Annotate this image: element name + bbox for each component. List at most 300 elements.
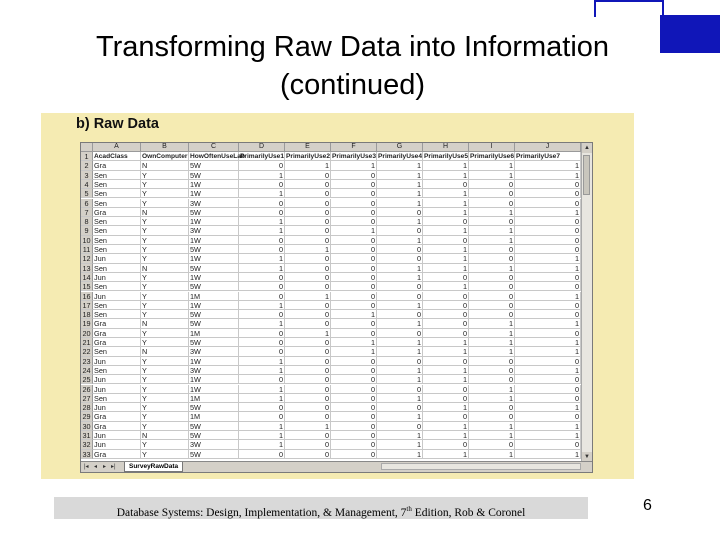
table-cell[interactable]: 0 (285, 357, 331, 366)
row-number[interactable]: 13 (81, 264, 93, 273)
table-cell[interactable]: Jun (93, 357, 141, 366)
table-cell[interactable]: 5W (189, 282, 239, 291)
header-cell[interactable]: OwnComputer (142, 153, 188, 160)
table-cell[interactable]: 1 (239, 171, 285, 180)
table-cell[interactable]: 1 (377, 412, 423, 421)
table-cell[interactable]: 1 (239, 217, 285, 226)
table-cell[interactable]: 1 (377, 319, 423, 328)
table-cell[interactable]: 1 (515, 319, 581, 328)
row-number[interactable]: 31 (81, 431, 93, 440)
table-cell[interactable]: 1 (285, 329, 331, 338)
table-cell[interactable]: 1W (189, 254, 239, 263)
sheet-tab-surveyrawdata[interactable]: SurveyRawData (124, 462, 183, 472)
row-number[interactable]: 26 (81, 385, 93, 394)
table-cell[interactable]: Sen (93, 366, 141, 375)
table-cell[interactable]: 0 (469, 254, 515, 263)
table-cell[interactable]: 0 (285, 375, 331, 384)
table-cell[interactable]: Y (141, 366, 189, 375)
table-cell[interactable]: 0 (239, 199, 285, 208)
table-cell[interactable]: 0 (423, 217, 469, 226)
table-cell[interactable]: Gra (93, 208, 141, 217)
header-cell[interactable]: PrimarilyUse1 (240, 153, 284, 160)
table-cell[interactable]: 1 (469, 208, 515, 217)
table-cell[interactable]: 1 (239, 254, 285, 263)
row-number[interactable]: 16 (81, 292, 93, 301)
table-cell[interactable]: 0 (515, 440, 581, 449)
table-cell[interactable]: Y (141, 422, 189, 431)
table-cell[interactable]: 1 (515, 264, 581, 273)
table-cell[interactable]: 1W (189, 375, 239, 384)
table-cell[interactable]: 0 (377, 310, 423, 319)
table-cell[interactable]: 0 (469, 301, 515, 310)
header-cell[interactable]: PrimarilyUse3 (332, 153, 376, 160)
next-sheet-icon[interactable]: ▸ (103, 464, 107, 470)
table-cell[interactable]: 0 (469, 189, 515, 198)
table-cell[interactable]: 0 (469, 412, 515, 421)
row-number[interactable]: 14 (81, 273, 93, 282)
table-cell[interactable]: 1 (377, 450, 423, 459)
header-cell[interactable]: PrimarilyUse5 (424, 153, 468, 160)
row-number[interactable]: 7 (81, 208, 93, 217)
table-cell[interactable]: 3W (189, 199, 239, 208)
table-cell[interactable]: 0 (423, 440, 469, 449)
table-cell[interactable]: 1 (515, 171, 581, 180)
table-cell[interactable]: 0 (285, 394, 331, 403)
table-cell[interactable]: 1 (239, 357, 285, 366)
table-cell[interactable]: 1 (423, 208, 469, 217)
table-cell[interactable]: 0 (285, 226, 331, 235)
table-cell[interactable]: Sen (93, 394, 141, 403)
table-cell[interactable]: 1 (423, 199, 469, 208)
column-header[interactable]: A (93, 143, 141, 152)
table-cell[interactable]: 0 (331, 357, 377, 366)
table-cell[interactable]: 0 (331, 282, 377, 291)
table-cell[interactable]: 1 (515, 366, 581, 375)
header-cell[interactable]: PrimarilyUse6 (470, 153, 514, 160)
table-cell[interactable]: 5W (189, 161, 239, 170)
row-number[interactable]: 10 (81, 236, 93, 245)
table-cell[interactable]: 0 (285, 180, 331, 189)
table-cell[interactable]: 0 (469, 199, 515, 208)
table-cell[interactable]: Sen (93, 199, 141, 208)
table-cell[interactable]: 0 (423, 292, 469, 301)
table-cell[interactable]: 1 (515, 422, 581, 431)
table-cell[interactable]: 5W (189, 310, 239, 319)
table-cell[interactable]: N (141, 431, 189, 440)
table-cell[interactable]: Sen (93, 226, 141, 235)
table-cell[interactable]: 5W (189, 245, 239, 254)
table-cell[interactable]: Y (141, 217, 189, 226)
table-cell[interactable]: Y (141, 292, 189, 301)
table-cell[interactable]: 5W (189, 208, 239, 217)
row-number[interactable]: 21 (81, 338, 93, 347)
table-cell[interactable]: 0 (469, 440, 515, 449)
table-cell[interactable]: 1 (423, 375, 469, 384)
table-cell[interactable]: 0 (331, 329, 377, 338)
table-cell[interactable]: Sen (93, 301, 141, 310)
table-cell[interactable]: 0 (331, 385, 377, 394)
row-number[interactable]: 25 (81, 375, 93, 384)
table-cell[interactable]: 5W (189, 431, 239, 440)
table-cell[interactable]: 1 (239, 422, 285, 431)
table-cell[interactable]: 1 (331, 347, 377, 356)
table-cell[interactable]: 1 (377, 199, 423, 208)
table-cell[interactable]: 1M (189, 292, 239, 301)
table-cell[interactable]: Y (141, 254, 189, 263)
table-cell[interactable]: Y (141, 450, 189, 459)
table-cell[interactable]: Sen (93, 236, 141, 245)
table-cell[interactable]: 0 (331, 440, 377, 449)
table-cell[interactable]: 0 (239, 310, 285, 319)
table-cell[interactable]: 0 (515, 385, 581, 394)
table-cell[interactable]: 0 (377, 357, 423, 366)
table-cell[interactable]: 1 (331, 161, 377, 170)
table-cell[interactable]: 0 (285, 440, 331, 449)
table-cell[interactable]: 0 (469, 403, 515, 412)
table-cell[interactable]: 0 (377, 254, 423, 263)
table-cell[interactable]: 1 (239, 366, 285, 375)
table-cell[interactable]: 0 (469, 217, 515, 226)
table-cell[interactable]: 0 (377, 292, 423, 301)
table-cell[interactable]: 0 (469, 366, 515, 375)
table-cell[interactable]: Jun (93, 273, 141, 282)
table-cell[interactable]: 0 (239, 161, 285, 170)
table-cell[interactable]: 0 (377, 226, 423, 235)
table-cell[interactable]: Y (141, 282, 189, 291)
scroll-down-icon[interactable]: ▼ (582, 452, 592, 462)
table-cell[interactable]: 0 (285, 319, 331, 328)
table-cell[interactable]: 1W (189, 385, 239, 394)
table-cell[interactable]: Jun (93, 385, 141, 394)
row-number[interactable]: 5 (81, 189, 93, 198)
table-cell[interactable]: 0 (515, 199, 581, 208)
table-cell[interactable]: 0 (423, 301, 469, 310)
table-cell[interactable]: 0 (331, 403, 377, 412)
table-cell[interactable]: 1 (377, 347, 423, 356)
table-cell[interactable]: 0 (239, 180, 285, 189)
column-header[interactable]: D (239, 143, 285, 152)
table-cell[interactable]: Y (141, 403, 189, 412)
table-cell[interactable]: 1 (515, 450, 581, 459)
table-cell[interactable]: 0 (285, 171, 331, 180)
table-cell[interactable]: 1 (239, 394, 285, 403)
table-cell[interactable]: 0 (515, 412, 581, 421)
table-cell[interactable]: Sen (93, 217, 141, 226)
table-cell[interactable]: 0 (285, 310, 331, 319)
table-cell[interactable]: 0 (515, 180, 581, 189)
table-cell[interactable]: Jun (93, 254, 141, 263)
table-cell[interactable]: 1 (469, 422, 515, 431)
table-cell[interactable]: 0 (469, 375, 515, 384)
table-cell[interactable]: 1 (239, 431, 285, 440)
table-cell[interactable]: 1 (423, 347, 469, 356)
table-cell[interactable]: Jun (93, 431, 141, 440)
row-number[interactable]: 32 (81, 440, 93, 449)
table-cell[interactable]: 1W (189, 180, 239, 189)
table-cell[interactable]: 0 (331, 292, 377, 301)
table-cell[interactable]: 1 (239, 319, 285, 328)
table-cell[interactable]: 1 (377, 189, 423, 198)
table-cell[interactable]: Sen (93, 282, 141, 291)
table-cell[interactable]: 0 (377, 208, 423, 217)
table-cell[interactable]: 0 (239, 273, 285, 282)
table-cell[interactable]: Gra (93, 422, 141, 431)
table-cell[interactable]: 1M (189, 329, 239, 338)
table-cell[interactable]: 0 (377, 422, 423, 431)
table-cell[interactable]: 0 (423, 412, 469, 421)
table-cell[interactable]: 3W (189, 366, 239, 375)
table-cell[interactable]: Jun (93, 292, 141, 301)
table-cell[interactable]: 0 (331, 412, 377, 421)
column-header[interactable]: E (285, 143, 331, 152)
table-cell[interactable]: 1W (189, 357, 239, 366)
table-cell[interactable]: 1 (377, 375, 423, 384)
table-cell[interactable]: 0 (423, 180, 469, 189)
table-cell[interactable]: 0 (239, 292, 285, 301)
table-cell[interactable]: Sen (93, 310, 141, 319)
table-cell[interactable]: Jun (93, 403, 141, 412)
table-cell[interactable]: 1 (515, 347, 581, 356)
table-cell[interactable]: 0 (285, 450, 331, 459)
table-cell[interactable]: 1 (331, 310, 377, 319)
table-cell[interactable]: Y (141, 245, 189, 254)
table-cell[interactable]: 0 (423, 273, 469, 282)
header-cell[interactable]: HowOftenUseLab (190, 153, 245, 160)
table-cell[interactable]: 0 (515, 329, 581, 338)
table-cell[interactable]: 0 (469, 180, 515, 189)
table-cell[interactable]: 0 (285, 282, 331, 291)
table-cell[interactable]: 1 (469, 226, 515, 235)
table-cell[interactable]: Jun (93, 440, 141, 449)
table-cell[interactable]: 1 (469, 347, 515, 356)
table-cell[interactable]: 1W (189, 273, 239, 282)
table-cell[interactable]: 0 (515, 245, 581, 254)
table-cell[interactable]: 1 (377, 236, 423, 245)
table-cell[interactable]: 1 (469, 450, 515, 459)
table-cell[interactable]: 1 (377, 180, 423, 189)
table-cell[interactable]: Gra (93, 161, 141, 170)
table-cell[interactable]: 0 (331, 189, 377, 198)
table-cell[interactable]: Y (141, 236, 189, 245)
table-cell[interactable]: 0 (331, 450, 377, 459)
table-cell[interactable]: 0 (423, 357, 469, 366)
table-cell[interactable]: 1 (377, 338, 423, 347)
table-cell[interactable]: 1 (423, 450, 469, 459)
column-header[interactable]: C (189, 143, 239, 152)
table-cell[interactable]: 5W (189, 403, 239, 412)
table-cell[interactable]: 0 (239, 412, 285, 421)
table-cell[interactable]: 1 (515, 254, 581, 263)
row-number[interactable]: 8 (81, 217, 93, 226)
column-header[interactable]: G (377, 143, 423, 152)
row-number[interactable]: 3 (81, 171, 93, 180)
table-cell[interactable]: 5W (189, 338, 239, 347)
table-cell[interactable]: Y (141, 338, 189, 347)
table-cell[interactable]: 0 (377, 385, 423, 394)
table-cell[interactable]: Y (141, 329, 189, 338)
table-cell[interactable]: 1 (377, 394, 423, 403)
prev-sheet-icon[interactable]: ◂ (94, 464, 98, 470)
table-cell[interactable]: 1M (189, 394, 239, 403)
table-cell[interactable]: 1 (285, 292, 331, 301)
table-cell[interactable]: 1 (377, 171, 423, 180)
table-cell[interactable]: 1 (469, 264, 515, 273)
table-cell[interactable]: 1 (423, 161, 469, 170)
table-cell[interactable]: Jun (93, 375, 141, 384)
column-header[interactable]: B (141, 143, 189, 152)
table-cell[interactable]: 0 (423, 385, 469, 394)
column-header[interactable]: H (423, 143, 469, 152)
table-cell[interactable]: 0 (515, 375, 581, 384)
table-cell[interactable]: 0 (239, 245, 285, 254)
table-cell[interactable]: Y (141, 310, 189, 319)
table-cell[interactable]: 5W (189, 264, 239, 273)
header-cell[interactable]: AcadClass (93, 152, 141, 161)
table-cell[interactable]: 1W (189, 189, 239, 198)
column-header[interactable]: I (469, 143, 515, 152)
table-cell[interactable]: 1W (189, 217, 239, 226)
column-header[interactable]: J (515, 143, 581, 152)
table-cell[interactable]: 1 (423, 254, 469, 263)
table-cell[interactable]: 1 (423, 403, 469, 412)
table-cell[interactable]: 1 (469, 236, 515, 245)
table-cell[interactable]: Y (141, 394, 189, 403)
table-cell[interactable]: 0 (331, 245, 377, 254)
table-cell[interactable]: 1 (469, 161, 515, 170)
table-cell[interactable]: 0 (515, 301, 581, 310)
table-cell[interactable]: 0 (377, 329, 423, 338)
table-cell[interactable]: N (141, 264, 189, 273)
table-cell[interactable]: 0 (285, 199, 331, 208)
table-cell[interactable]: 0 (515, 394, 581, 403)
table-cell[interactable]: 1 (239, 385, 285, 394)
row-number[interactable]: 23 (81, 357, 93, 366)
table-cell[interactable]: 0 (331, 319, 377, 328)
table-cell[interactable]: Y (141, 440, 189, 449)
table-cell[interactable]: 1 (377, 301, 423, 310)
table-cell[interactable]: 0 (423, 310, 469, 319)
table-cell[interactable]: 1 (469, 431, 515, 440)
table-cell[interactable]: 1 (377, 161, 423, 170)
table-cell[interactable]: 1 (331, 338, 377, 347)
table-cell[interactable]: Sen (93, 245, 141, 254)
table-cell[interactable]: 3W (189, 440, 239, 449)
table-cell[interactable]: 1 (239, 440, 285, 449)
table-cell[interactable]: 0 (377, 282, 423, 291)
table-cell[interactable]: 0 (515, 226, 581, 235)
header-cell[interactable]: PrimarilyUse4 (378, 153, 422, 160)
table-cell[interactable]: 1 (469, 394, 515, 403)
table-cell[interactable]: 0 (331, 171, 377, 180)
table-cell[interactable]: Y (141, 412, 189, 421)
table-cell[interactable]: 1 (423, 264, 469, 273)
table-cell[interactable]: 0 (331, 394, 377, 403)
table-cell[interactable]: 0 (285, 189, 331, 198)
table-cell[interactable]: Y (141, 357, 189, 366)
table-cell[interactable]: 1 (285, 422, 331, 431)
table-cell[interactable]: 0 (285, 254, 331, 263)
column-header[interactable] (81, 143, 93, 152)
table-cell[interactable]: 1 (423, 338, 469, 347)
table-cell[interactable]: 5W (189, 422, 239, 431)
table-cell[interactable]: Gra (93, 319, 141, 328)
table-cell[interactable]: 0 (331, 431, 377, 440)
table-cell[interactable]: 0 (285, 264, 331, 273)
table-cell[interactable]: 0 (239, 282, 285, 291)
table-cell[interactable]: 0 (239, 338, 285, 347)
table-cell[interactable]: 0 (423, 394, 469, 403)
table-cell[interactable]: 1 (285, 161, 331, 170)
table-cell[interactable]: 0 (469, 357, 515, 366)
table-cell[interactable]: Sen (93, 347, 141, 356)
table-cell[interactable]: Gra (93, 450, 141, 459)
table-cell[interactable]: Sen (93, 264, 141, 273)
table-cell[interactable]: 1 (377, 264, 423, 273)
table-cell[interactable]: 1 (423, 431, 469, 440)
table-cell[interactable]: 5W (189, 319, 239, 328)
first-sheet-icon[interactable]: |◂ (84, 464, 89, 470)
table-cell[interactable]: 0 (469, 282, 515, 291)
table-cell[interactable]: 1 (377, 273, 423, 282)
table-cell[interactable]: 0 (285, 366, 331, 375)
row-number[interactable]: 19 (81, 319, 93, 328)
table-cell[interactable]: 0 (377, 245, 423, 254)
table-cell[interactable]: 0 (239, 347, 285, 356)
table-cell[interactable]: 0 (331, 301, 377, 310)
row-number[interactable]: 6 (81, 199, 93, 208)
table-cell[interactable]: 1 (423, 245, 469, 254)
row-number[interactable]: 11 (81, 245, 93, 254)
table-cell[interactable]: 0 (331, 217, 377, 226)
table-cell[interactable]: 0 (331, 375, 377, 384)
table-cell[interactable]: 0 (331, 366, 377, 375)
table-cell[interactable]: 0 (469, 245, 515, 254)
table-cell[interactable]: 0 (331, 236, 377, 245)
table-cell[interactable]: 1 (377, 366, 423, 375)
table-cell[interactable]: 0 (423, 329, 469, 338)
table-cell[interactable]: 1 (239, 189, 285, 198)
table-cell[interactable]: Y (141, 189, 189, 198)
last-sheet-icon[interactable]: ▸| (111, 464, 116, 470)
table-cell[interactable]: 0 (331, 180, 377, 189)
row-number[interactable]: 24 (81, 366, 93, 375)
table-cell[interactable]: Y (141, 273, 189, 282)
table-cell[interactable]: 0 (469, 273, 515, 282)
table-cell[interactable]: 1W (189, 236, 239, 245)
table-cell[interactable]: Sen (93, 171, 141, 180)
table-cell[interactable]: 1 (469, 338, 515, 347)
table-cell[interactable]: 1 (285, 245, 331, 254)
row-number[interactable]: 1 (81, 152, 93, 161)
table-cell[interactable]: Y (141, 385, 189, 394)
table-cell[interactable]: 0 (285, 301, 331, 310)
table-cell[interactable]: 0 (285, 385, 331, 394)
row-number[interactable]: 29 (81, 412, 93, 421)
table-cell[interactable]: 1 (331, 226, 377, 235)
column-header[interactable]: F (331, 143, 377, 152)
table-cell[interactable]: 0 (331, 254, 377, 263)
table-cell[interactable]: 0 (331, 264, 377, 273)
table-cell[interactable]: 0 (331, 199, 377, 208)
table-cell[interactable]: 0 (469, 292, 515, 301)
table-cell[interactable]: 0 (285, 412, 331, 421)
row-number[interactable]: 28 (81, 403, 93, 412)
row-number[interactable]: 22 (81, 347, 93, 356)
table-cell[interactable]: 0 (515, 310, 581, 319)
table-cell[interactable]: Y (141, 180, 189, 189)
vertical-scrollbar[interactable] (581, 143, 592, 462)
table-cell[interactable]: 1 (469, 385, 515, 394)
